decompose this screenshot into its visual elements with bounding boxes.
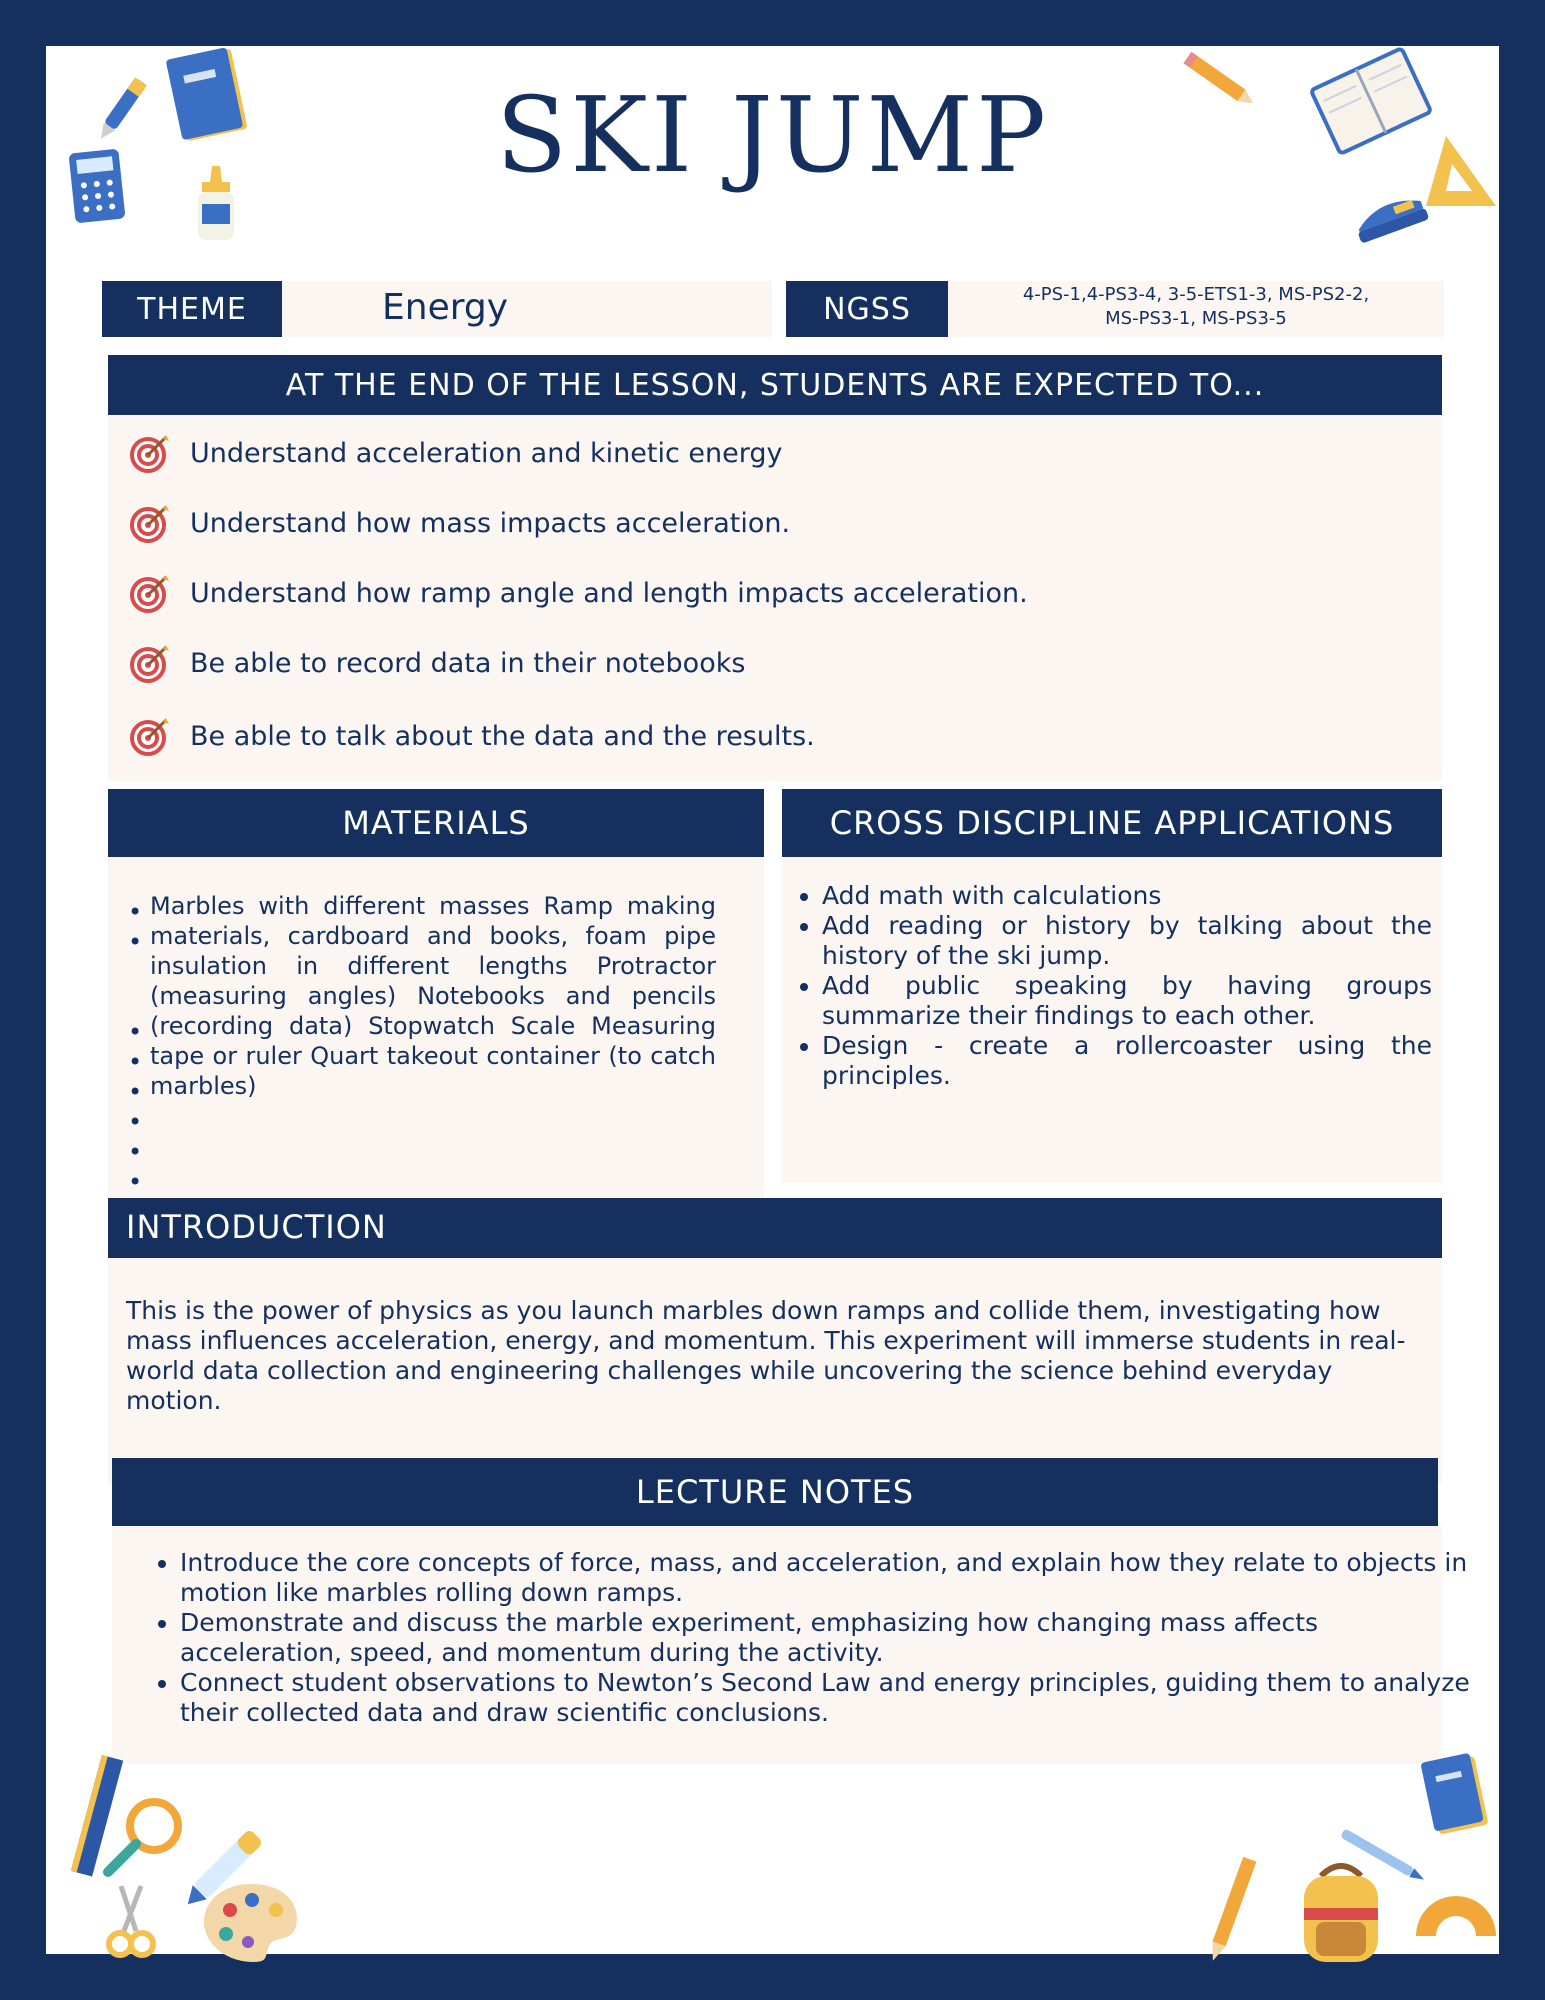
objective-item <box>130 503 790 543</box>
lecture-list <box>140 1548 1480 1728</box>
introduction-box <box>108 1244 1442 1484</box>
list-item: • Add reading or history by talking about the history of the ski jump. <box>822 911 1432 971</box>
ngss-line-2: MS-PS3-1, MS-PS3-5 <box>1105 308 1287 329</box>
materials-bullets: • • • • • • • • <box>128 898 143 1196</box>
introduction-text: This is the power of physics as you launch marbles down ramps and collide them, investigating how mass influences acceleration, energy, and momentum. This experiment will immerse students in real-world data collection and engineering challenges while uncovering the science behind everyday motion. <box>126 1296 1406 1415</box>
materials-heading: MATERIALS <box>108 789 764 857</box>
target-icon <box>130 716 170 756</box>
ngss-label: NGSS <box>786 281 948 337</box>
ngss-value-box <box>948 281 1444 337</box>
introduction-heading-bar <box>108 1198 1442 1258</box>
cross-list <box>782 881 1432 1091</box>
palette-icon <box>196 1876 306 1966</box>
objective-item <box>130 643 745 683</box>
list-item: • Design - create a rollercoaster using the principles. <box>822 1031 1432 1091</box>
objectives-heading: AT THE END OF THE LESSON, STUDENTS ARE EXPECTED TO... <box>108 355 1442 415</box>
target-icon <box>130 643 170 683</box>
pencil-icon <box>1196 1846 1266 1976</box>
ngss-line-1: 4-PS-1,4-PS3-4, 3-5-ETS1-3, MS-PS2-2, <box>1022 284 1370 305</box>
page-title: SKI JUMP <box>496 74 1049 196</box>
materials-text: Marbles with different masses Ramp making materials, cardboard and books, foam pipe insulation in different lengths Protractor (measuring angles) Notebooks and pencils (recording data) Stopwatch Scale Measuring tape or ruler Quart takeout container (to catch marbles) <box>150 892 716 1100</box>
objective-item <box>130 573 1028 613</box>
scissors-icon <box>96 1876 166 1966</box>
objective-item <box>130 433 783 473</box>
list-item: • Add public speaking by having groups summarize their findings to each other. <box>822 971 1432 1031</box>
target-icon <box>130 433 170 473</box>
cross-box <box>782 857 1442 1183</box>
theme-value: Energy <box>382 287 509 328</box>
lecture-box <box>112 1526 1470 1764</box>
objective-item <box>130 716 815 756</box>
lecture-heading: LECTURE NOTES <box>112 1458 1438 1526</box>
backpack-icon <box>1286 1856 1396 1966</box>
target-icon <box>130 573 170 613</box>
list-item: • Introduce the core concepts of force, mass, and acceleration, and explain how they relate to objects in motion like marbles rolling down ramps. <box>180 1548 1480 1608</box>
objective-text: Be able to talk about the data and the results. <box>190 720 815 752</box>
theme-label: THEME <box>102 281 282 337</box>
list-item: • Demonstrate and discuss the marble experiment, emphasizing how changing mass affects acceleration, speed, and momentum during the activity. <box>180 1608 1480 1668</box>
objective-text: Be able to record data in their notebooks <box>190 647 746 679</box>
cross-heading: CROSS DISCIPLINE APPLICATIONS <box>782 789 1442 857</box>
list-item: • Connect student observations to Newton’s Second Law and energy principles, guiding them to analyze their collected data and draw scientific conclusions. <box>180 1668 1480 1728</box>
protractor-icon <box>1406 1876 1506 1946</box>
materials-box <box>108 857 764 1237</box>
objective-text: Understand how ramp angle and length impacts acceleration. <box>190 577 1028 609</box>
target-icon <box>130 503 170 543</box>
introduction-heading: INTRODUCTION <box>126 1208 387 1246</box>
list-item: • Add math with calculations <box>822 881 1432 911</box>
objective-text: Understand acceleration and kinetic energy <box>190 437 783 469</box>
theme-value-box <box>282 281 772 337</box>
objective-text: Understand how mass impacts acceleration. <box>190 507 791 539</box>
